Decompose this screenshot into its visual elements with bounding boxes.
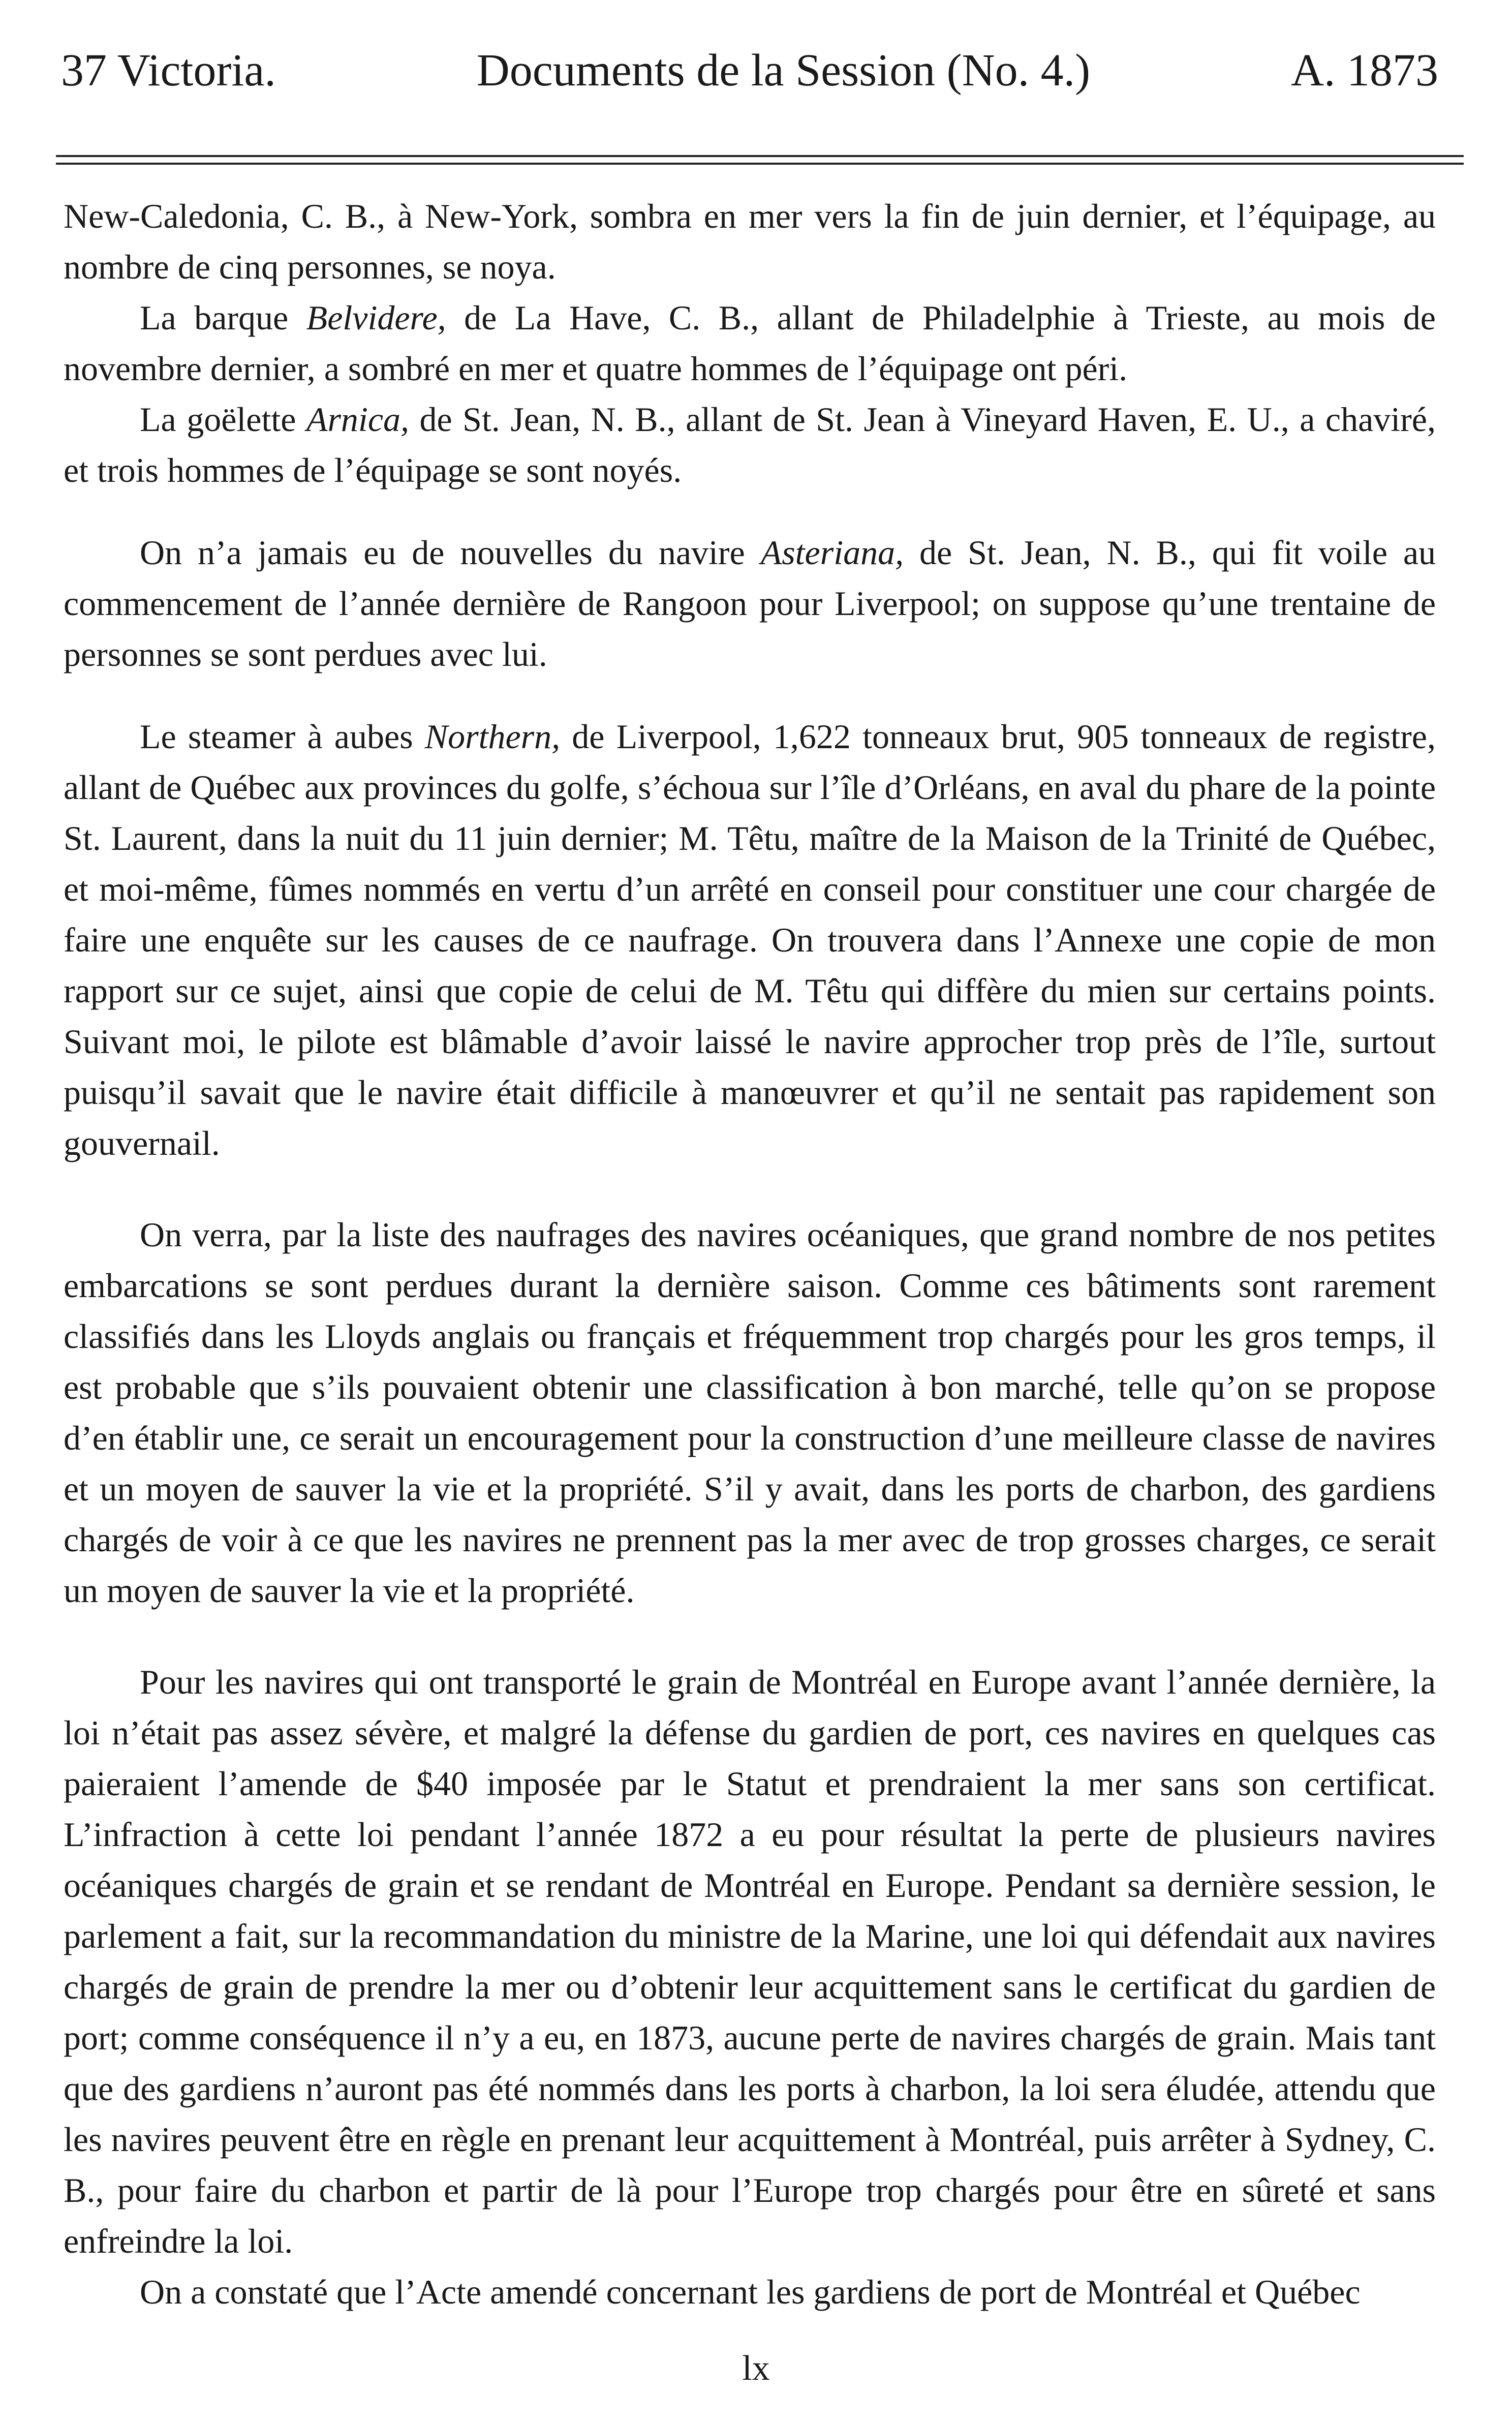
running-header [61,20,1438,97]
body-text [64,191,1436,2317]
header-rule-bottom [56,163,1464,165]
header-rule-top [56,155,1464,157]
paragraph-northern: Le steamer à aubes Northern, de Liverpool, 1,622 tonneaux brut, 905 tonneaux de registre, allant de Québec aux provinces du golfe, s’échoua sur l’île d’Orléans, en aval du phare de la pointe St. Laurent, dans la nuit du 11 juin dernier; M. Têtu, maître de la Maison de la Trinité de Québec, et moi-même, fûmes nommés en vertu d’un arrêté en conseil pour constituer une cour chargée de faire une enquête sur les causes de ce naufrage. On trouvera dans l’Annexe une copie de mon rapport sur ce sujet, ainsi que copie de celui de M. Têtu qui diffère du mien sur certains points. Suivant moi, le pilote est blâmable d’avoir laissé le navire approcher trop près de l’île, surtout puisqu’il savait que le navire était difficile à manœuvrer et qu’il ne sentait pas rapidement son gouvernail. [64,717,1436,1162]
paragraph-belvidere: La barque Belvidere, de La Have, C. B., allant de Philadelphie à Trieste, au mois de novembre dernier, a sombré en mer et quatre hommes de l’équipage ont péri. [64,298,1436,388]
paragraph-new-caledonia: New-Caledonia, C. B., à New-York, sombra en mer vers la fin de juin dernier, et l’équipage, au nombre de cinq personnes, se noya. [64,197,1436,286]
paragraph-harbour-act: On a constaté que l’Acte amendé concernant les gardiens de port de Montréal et Québec [140,2273,1361,2311]
ship-name-arnica: Arnica, [306,400,409,439]
ship-name-northern: Northern, [424,717,561,756]
header-year: A. 1873 [1291,45,1438,96]
page-folio: lx [742,2349,770,2388]
ship-name-asteriana: Asteriana, [760,533,904,572]
paragraph-asteriana: On n’a jamais eu de nouvelles du navire Asteriana, de St. Jean, N. B., qui fit voile au commencement de l’année dernière de Rangoon pour Liverpool; on suppose qu’une trentaine de personnes se sont perdues avec lui. [64,533,1436,673]
paragraph-small-craft: On verra, par la liste des naufrages des navires océaniques, que grand nombre de nos petites embarcations se sont perdues durant la dernière saison. Comme ces bâtiments sont rarement classifiés dans les Lloyds anglais ou français et fréquemment trop chargés pour les gros temps, il est probable que s’ils pouvaient obtenir une classification à bon marché, telle qu’on se propose d’en établir une, ce serait un encouragement pour la construction d’une meilleure classe de navires et un moyen de sauver la vie et la propriété. S’il y avait, dans les ports de charbon, des gardiens chargés de voir à ce que les navires ne prennent pas la mer avec de trop grosses charges, ce serait un moyen de sauver la vie et la propriété. [64,1215,1436,1610]
header-regnal-year: 37 Victoria. [61,45,276,96]
header-title: Documents de la Session (No. 4.) [476,45,1091,96]
paragraph-grain-ships: Pour les navires qui ont transporté le grain de Montréal en Europe avant l’année dernière, la loi n’était pas assez sévère, et malgré la défense du gardien de port, ces navires en quelques cas paieraient l’amende de $40 imposée par le Statut et prendraient la mer sans son certificat. L’infraction à cette loi pendant l’année 1872 a eu pour résultat la perte de plusieurs navires océaniques chargés de grain et se rendant de Montréal en Europe. Pendant sa dernière session, le parlement a fait, sur la recommandation du ministre de la Marine, une loi qui défendait aux navires chargés de grain de prendre la mer ou d’obtenir leur acquittement sans le certificat du gardien de port; comme conséquence il n’y a eu, en 1873, aucune perte de navires chargés de grain. Mais tant que des gardiens n’auront pas été nommés dans les ports à charbon, la loi sera éludée, attendu que les navires peuvent être en règle en prenant leur acquittement à Montréal, puis arrêter à Sydney, C. B., pour faire du charbon et partir de là pour l’Europe trop chargés pour être en sûreté et sans enfreindre la loi. [64,1663,1436,2260]
ship-name-belvidere: Belvidere, [306,298,446,337]
paragraph-arnica: La goëlette Arnica, de St. Jean, N. B., allant de St. Jean à Vineyard Haven, E. U., a chaviré, et trois hommes de l’équipage se sont noyés. [64,400,1436,489]
